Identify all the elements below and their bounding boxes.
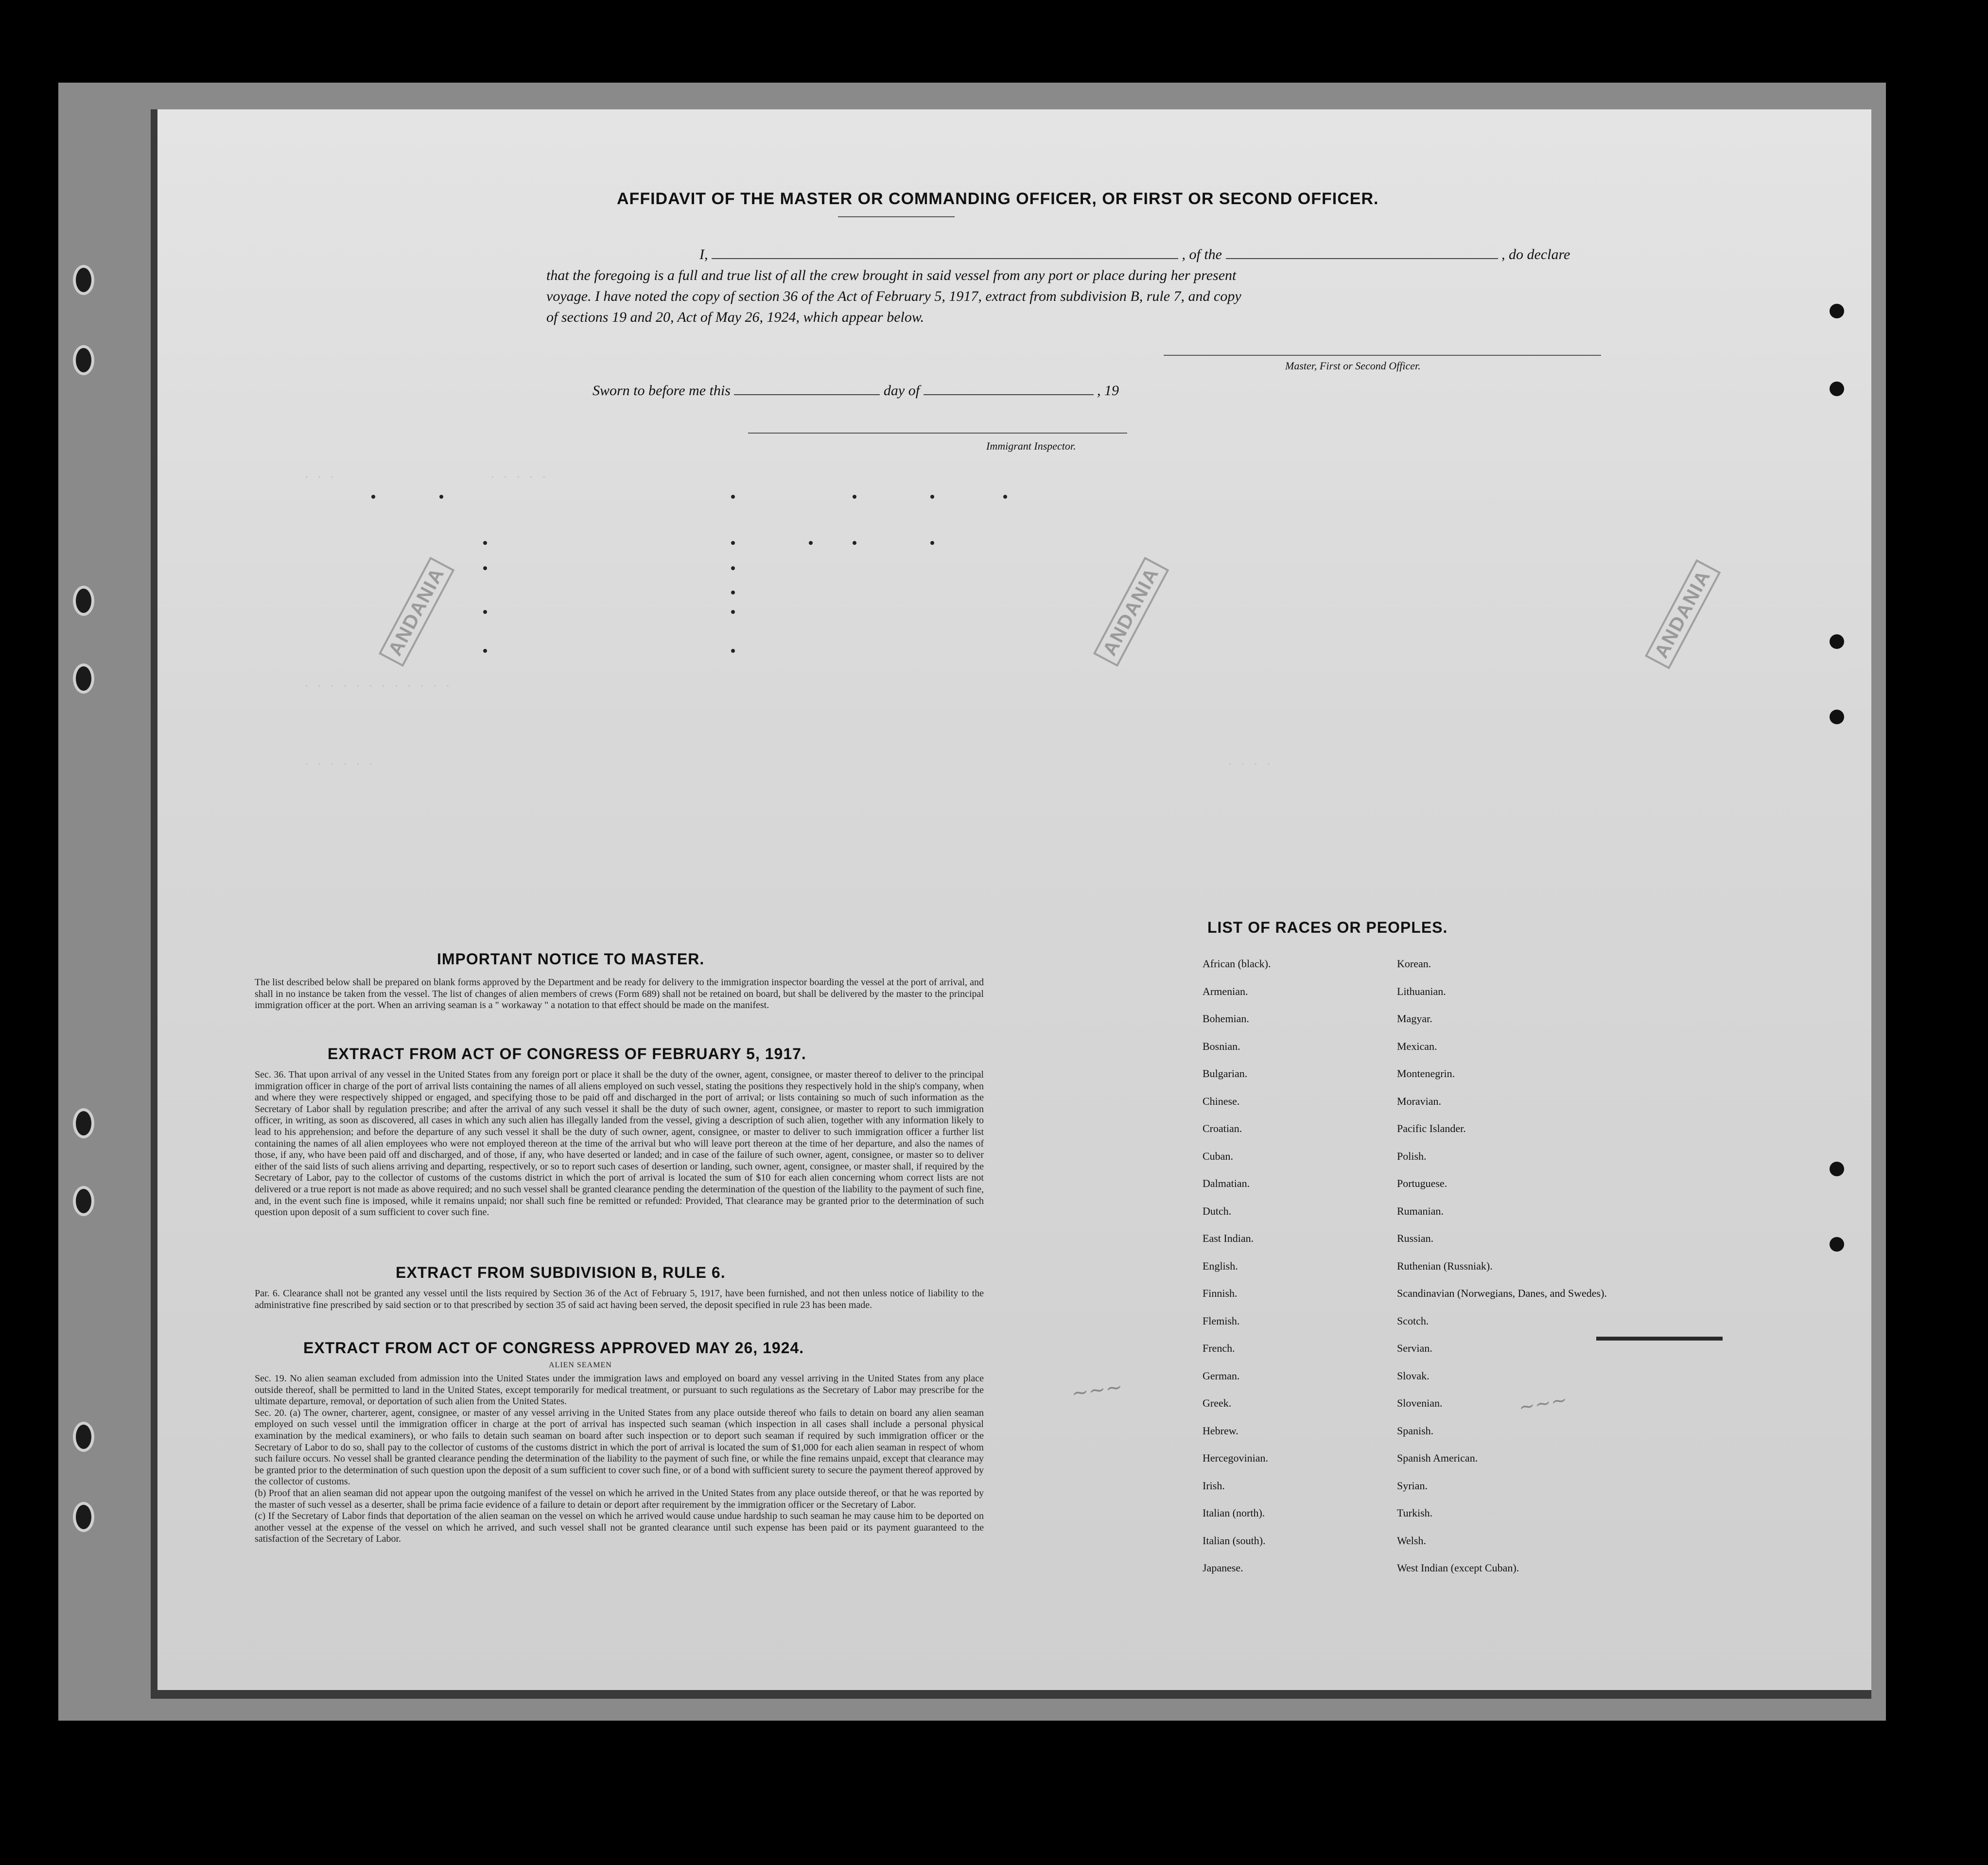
master-signature-label: Master, First or Second Officer.	[1285, 360, 1421, 372]
ink-smudge	[1596, 1337, 1723, 1341]
race-item: Welsh.	[1397, 1534, 1426, 1547]
race-item: Dalmatian.	[1203, 1177, 1250, 1189]
binder-hole-icon	[73, 586, 94, 616]
race-item: Italian (north).	[1203, 1507, 1265, 1519]
declarant-name-field[interactable]	[712, 245, 1178, 259]
punch-dot	[731, 495, 735, 499]
binder-hole-icon	[1830, 382, 1844, 396]
race-item: Portuguese.	[1397, 1177, 1447, 1189]
race-item: West Indian (except Cuban).	[1397, 1562, 1519, 1574]
binder-hole-icon	[73, 1502, 94, 1532]
race-item: Pacific Islander.	[1397, 1122, 1466, 1134]
race-item: Polish.	[1397, 1150, 1427, 1162]
punch-dot	[853, 495, 856, 499]
punch-dot	[731, 541, 735, 545]
race-item: Slovak.	[1397, 1369, 1430, 1382]
handwritten-note: ~~~	[1070, 1374, 1124, 1406]
punch-dot	[371, 495, 375, 499]
race-item: East Indian.	[1203, 1232, 1254, 1244]
declarant-prefix: I,	[699, 246, 708, 262]
punch-dot	[1003, 495, 1007, 499]
extract-rule-body: Par. 6. Clearance shall not be granted any vessel until the lists required by Section 36 of the Act of February 5, 1917, have been furnished, and not then unless notice of liability to the administrative fine prescribed by said section or to that prescribed by section 35 of said act having been served, the deposit specified in rule 23 has been made.	[255, 1288, 984, 1310]
race-item: German.	[1203, 1369, 1240, 1382]
declare-text: , do declare	[1501, 246, 1570, 262]
race-item: Mexican.	[1397, 1040, 1437, 1052]
sworn-month-field[interactable]	[924, 382, 1094, 395]
extract-1924-subtitle: ALIEN SEAMEN	[549, 1361, 612, 1369]
crew-list-page	[151, 109, 1871, 1699]
punch-dot	[731, 610, 735, 614]
race-item: Italian (south).	[1203, 1534, 1266, 1547]
extract-1924-title: EXTRACT FROM ACT OF CONGRESS APPROVED MAY 26, 1924.	[303, 1339, 804, 1357]
race-item: Greek.	[1203, 1397, 1232, 1409]
race-item: Korean.	[1397, 958, 1431, 970]
binder-hole-icon	[1830, 634, 1844, 649]
race-item: Armenian.	[1203, 985, 1248, 997]
vessel-prefix: , of the	[1182, 246, 1222, 262]
race-item: Rumanian.	[1397, 1204, 1444, 1217]
race-item: Moravian.	[1397, 1095, 1442, 1107]
sworn-line	[593, 382, 1119, 399]
bleed-through-row: . . . . . . . .	[303, 469, 547, 481]
binder-hole-icon	[73, 345, 94, 375]
declaration-line-4: of sections 19 and 20, Act of May 26, 1924, which appear below.	[546, 309, 924, 325]
notice-body: The list described below shall be prepared on blank forms approved by the Department and be ready for delivery to the immigration inspector boarding the vessel at the port of arrival, and shall in no instance be taken from the vessel. The list of changes of alien members of crews (Form 689) shall not be retained on board, but shall be delivered by the master to the principal immigration officer at the port. When an arriving seaman is a " workaway " a notation to that effect should be made on the manifest.	[255, 977, 984, 1011]
binder-hole-icon	[73, 1422, 94, 1452]
extract-1917-body: Sec. 36. That upon arrival of any vessel in the United States from any foreign port or place it shall be the duty of the owner, agent, consignee, or master thereof to deliver to the principal immigration officer in charge of the port of arrival lists containing the names of all aliens employed on such vessel, stating the positions they respectively hold in the ship's company, when and where they were respectively shipped or engaged, and specifying those to be paid off and discharged in the port of arrival; or lists containing so much of such information as the Secretary of Labor shall by regulation prescribe; and after the arrival of any such vessel it shall be the duty of such owner, agent, consignee, or master to report to such immigration officer, in writing, as soon as discovered, all cases in which any such alien has illegally landed from the vessel, giving a description of such alien, together with any information likely to lead to his apprehension; and before the departure of any such vessel it shall be the duty of such owner, agent, consignee, or master to deliver to such immigration officer a further list containing the names of all alien employees who were not employed thereon at the time of the arrival but who will leave port thereon at the time of her departure, and also the names of those, if any, who have been paid off and discharged, and of those, if any, who have deserted or landed; and in case of the failure of such owner, agent, consignee, or master so to deliver either of the said lists of such aliens arriving and departing, respectively, or so to report such cases of desertion or landing, such owner, agent, consignee, or master shall, if required by the Secretary of Labor, pay to the collector of customs of the customs district in which the port of arrival is located the sum of $10 for each alien concerning whom correct lists are not delivered or a true report is not made as above required; and no such vessel shall be granted clearance pending the determination of the question of the liability to the payment of such fine, and, in the event such fine is imposed, while it remains unpaid; nor shall such fine be remitted or refunded: Provided, That clearance may be granted prior to the determination of such question upon deposit of a sum sufficient to cover such fine.	[255, 1069, 984, 1218]
binder-hole-icon	[1830, 1162, 1844, 1176]
race-item: Syrian.	[1397, 1479, 1428, 1492]
sworn-day-field[interactable]	[734, 382, 880, 395]
punch-dot	[930, 495, 934, 499]
race-item: Finnish.	[1203, 1287, 1238, 1299]
punch-dot	[731, 591, 735, 594]
punch-dot	[731, 566, 735, 570]
binder-hole-icon	[1830, 710, 1844, 724]
declaration-line-1	[699, 245, 1570, 263]
bleed-through-row: . . . . . . . . . . . .	[303, 678, 451, 690]
binder-hole-icon	[1830, 304, 1844, 318]
punch-dot	[809, 541, 813, 545]
race-item: Spanish.	[1397, 1424, 1434, 1437]
andania-stamp-icon: ANDANIA	[379, 557, 455, 667]
extract-1917-title: EXTRACT FROM ACT OF CONGRESS OF FEBRUARY 5, 1917.	[328, 1045, 806, 1063]
race-item: Bohemian.	[1203, 1012, 1249, 1025]
master-signature-line[interactable]	[1164, 355, 1601, 356]
race-item: Dutch.	[1203, 1204, 1232, 1217]
race-item: Turkish.	[1397, 1507, 1433, 1519]
sworn-prefix: Sworn to before me this	[593, 383, 731, 399]
race-item: Japanese.	[1203, 1562, 1243, 1574]
punch-dot	[483, 566, 487, 570]
handwritten-note: ~~~	[1517, 1388, 1569, 1419]
vessel-name-field[interactable]	[1226, 245, 1498, 259]
binder-hole-icon	[1830, 1237, 1844, 1252]
race-item: Spanish American.	[1397, 1452, 1478, 1464]
race-item: Scotch.	[1397, 1314, 1429, 1327]
andania-stamp-icon: ANDANIA	[1093, 557, 1169, 667]
race-item: Hercegovinian.	[1203, 1452, 1268, 1464]
bleed-through-row: . . . .	[1227, 756, 1272, 768]
extract-1924-body: Sec. 19. No alien seaman excluded from admission into the United States under the immigration laws and employed on board any vessel arriving in the United States from any place outside thereof, shall be permitted to land in the United States, except temporarily for medical treatment, or pursuant to such regulations as the Secretary of Labor may prescribe for the ultimate departure, removal, or deportation of such alien from the United States. Sec. 20. (a) The owner, charterer, agent, consignee, or master of any vessel arriving in the United States from any place outside thereof who fails to detain on board any alien seaman employed on such vessel until the immigration officer in charge at the port of arrival has inspected such seaman (which inspection in all cases shall include a personal physical examination by the medical examiners), or who fails to detain such seaman on board after such inspection or to deport such seaman if required by such immigration officer or the Secretary of Labor to do so, shall pay to the collector of customs of the customs district in which the port of arrival is located the sum of $1,000 for each alien seaman in respect of whom such failure occurs. No vessel shall be granted clearance pending the determination of the liability to the payment of such fine, or while the fine remains unpaid, except that clearance may be granted prior to the determination of such question upon the deposit of a sum sufficient to cover such fine, or of a bond with sufficient surety to secure the payment thereof approved by the collector of customs. (b) Proof that an alien seaman did not appear upon the outgoing manifest of the vessel on which he arrived in the United States from any place outside thereof, or that he was reported by the master of such vessel as a deserter, shall be prima facie evidence of a failure to detain or deport after requirement by the immigration officer or the Secretary of Labor. (c) If the Secretary of Labor finds that deportation of the alien seaman on the vessel on which he arrived would cause undue hardship to such seaman he may cause him to be deported on another vessel at the expense of the vessel on which he arrived, and such vessel shall not be granted clearance until such expense has been paid or its payment guaranteed to the satisfaction of the Secretary of Labor.	[255, 1373, 984, 1545]
race-item: Lithuanian.	[1397, 985, 1446, 997]
punch-dot	[731, 649, 735, 653]
race-item: Cuban.	[1203, 1150, 1233, 1162]
race-item: Servian.	[1397, 1342, 1432, 1354]
races-left-column	[1203, 958, 1271, 1589]
race-item: Croatian.	[1203, 1122, 1242, 1134]
race-item: English.	[1203, 1259, 1238, 1272]
race-item: Irish.	[1203, 1479, 1225, 1492]
title-rule	[838, 216, 955, 217]
race-item: Magyar.	[1397, 1012, 1432, 1025]
race-item: Slovenian.	[1397, 1397, 1443, 1409]
punch-dot	[483, 610, 487, 614]
race-item: Hebrew.	[1203, 1424, 1238, 1437]
race-item: Russian.	[1397, 1232, 1434, 1244]
punch-dot	[930, 541, 934, 545]
race-item: Scandinavian (Norwegians, Danes, and Swedes).	[1397, 1287, 1607, 1299]
notice-title: IMPORTANT NOTICE TO MASTER.	[437, 950, 705, 968]
race-item: Flemish.	[1203, 1314, 1240, 1327]
race-item: Ruthenian (Russniak).	[1397, 1259, 1493, 1272]
race-item: Montenegrin.	[1397, 1067, 1455, 1080]
andania-stamp-icon: ANDANIA	[1645, 559, 1721, 669]
race-item: Chinese.	[1203, 1095, 1240, 1107]
binder-hole-icon	[73, 1186, 94, 1216]
punch-dot	[483, 541, 487, 545]
sworn-day-of: day of	[883, 383, 920, 399]
binder-hole-icon	[73, 1108, 94, 1138]
declaration-line-2: that the foregoing is a full and true list of all the crew brought in said vessel from any port or place during her present	[546, 267, 1237, 283]
sworn-year-prefix: , 19	[1097, 383, 1119, 399]
races-right-column	[1397, 958, 1607, 1589]
race-item: French.	[1203, 1342, 1235, 1354]
affidavit-title: AFFIDAVIT OF THE MASTER OR COMMANDING OFFICER, OR FIRST OR SECOND OFFICER.	[617, 190, 1379, 208]
races-title: LIST OF RACES OR PEOPLES.	[1207, 919, 1448, 936]
binder-hole-icon	[73, 663, 94, 694]
inspector-signature-label: Immigrant Inspector.	[986, 440, 1076, 452]
extract-rule-title: EXTRACT FROM SUBDIVISION B, RULE 6.	[396, 1264, 726, 1281]
punch-dot	[439, 495, 443, 499]
race-item: African (black).	[1203, 958, 1271, 970]
binder-hole-icon	[73, 265, 94, 295]
bleed-through-row: . . . . . .	[303, 756, 374, 768]
race-item: Bulgarian.	[1203, 1067, 1248, 1080]
declaration-line-3: voyage. I have noted the copy of section 36 of the Act of February 5, 1917, extract from subdivision B, rule 7, and copy	[546, 288, 1241, 304]
race-item: Bosnian.	[1203, 1040, 1240, 1052]
inspector-signature-line[interactable]	[748, 433, 1127, 434]
punch-dot	[853, 541, 856, 545]
punch-dot	[483, 649, 487, 653]
